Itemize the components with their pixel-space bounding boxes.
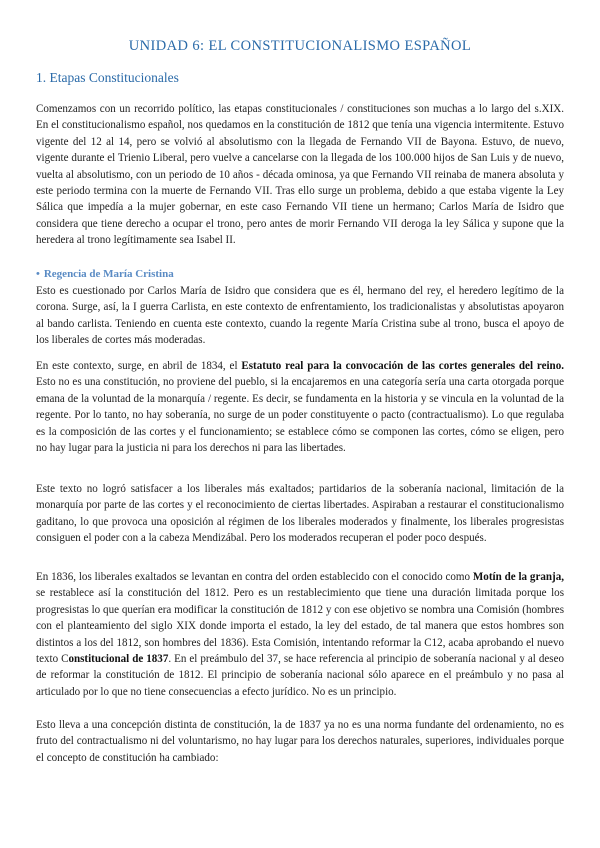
p4-a: En 1836, los liberales exaltados se levantan en contra del orden establecido con el conocido como <box>36 571 473 583</box>
p2-pre: En este contexto, surge, en abril de 1834, el <box>36 360 242 372</box>
paragraph-4 <box>36 569 564 700</box>
subheading <box>36 268 174 280</box>
p4-b: Motín de la granja, <box>472 571 564 583</box>
p4-d: onstitucional de 1837 <box>68 653 169 666</box>
paragraph-1: Esto es cuestionado por Carlos María de Isidro que considera que es él, hermano del rey, el heredero legítimo de la corona. Surge, así, la I guerra Carlista, en este contexto de enfrentamiento, los tradicionalistas y absolutistas apoyaron al bando carlista. Teniendo en cuenta este contexto, cuando la regente María Cristina sube al trono, busca el apoyo de los liberales de cortes más moderadas. <box>36 285 564 347</box>
p4-c: se restablece así la constitución del 1812. Pero es un restablecimiento que tiene una duración limitada porque los progresistas lo que querían era modificar la constitución de 1812 y con ese objetivo se nombra una Comisión (hombres con el planteamiento del siglo XIX donde importa el estado, la ley del estado, de tal manera que estos hombres son distintos a los del 1812, son hombres del 1836). Esta Comisión, intentando reformar la C12, acaba aprobando el nuevo texto C <box>36 587 564 666</box>
bullet-icon: • <box>36 268 40 280</box>
page-title: UNIDAD 6: EL CONSTITUCIONALISMO ESPAÑOL <box>128 38 472 54</box>
p4-e: . En el preámbulo del 37, se hace referencia al principio de soberanía nacional y al deseo de reformar la constitución de 1812. El principio de soberanía nacional sólo aparece en el preámbulo y no pasa al articulado por lo que no tiene consecuencias a efecto jurídico. No es un principio. <box>36 653 564 698</box>
p2-bold: Estatuto real para la convocación de las cortes generales del reino. <box>241 360 564 372</box>
paragraph-2 <box>36 358 564 456</box>
subheading-text: Regencia de María Cristina <box>43 268 174 280</box>
paragraph-3: Este texto no logró satisfacer a los liberales más exaltados; partidarios de la soberanía nacional, limitación de la monarquía por parte de las cortes y el reconocimiento de ciertas libertades. Aspiraban a restaurar el constitucionalismo gaditano, lo que provoca una oposición al régimen de los liberales moderados y finalmente, los liberales progresistas consiguen el poder con a la cabeza Mendizábal. Pero los moderados recuperan el poder poco después. <box>36 483 564 545</box>
paragraph-5: Esto lleva a una concepción distinta de constitución, la de 1837 ya no es una norma fundante del ordenamiento, no es fruto del contractualismo ni del voluntarismo, no hay lugar para los derechos naturales, superiores, individuales porque el concepto de constitución ha cambiado: <box>36 719 564 764</box>
intro-paragraph: Comenzamos con un recorrido político, las etapas constitucionales / constituciones son muchas a lo largo del s.XIX. En el constitucionalismo español, nos quedamos en la constitución de 1812 que tenía una vigencia intermitente. Estuvo vigente del 12 al 14, pero se volvió al absolutismo con la llegada de Fernando VII de Bayona. Estuvo, de nuevo, vigente durante el Trienio Liberal, pero vuelve a cancelarse con la llegada de los 100.000 hijos de San Luis y de nuevo, vuelta al absolutismo, con un periodo de 10 años - década ominosa, ya que Fernando VII reinaba de manera absoluta y este periodo termina con la muerte de Fernando VII. Tras ello surge un problema, debido a que estaba vigente la Ley Sálica que impedía a la mujer gobernar, en este caso Fernando VII tiene un hermano; Carlos María de Isidro que considera que tiene derecho a ocupar el trono, pero antes de morir Fernando VII deroga la ley Sálica y supone que la heredera al trono legítimamente sea Isabel II. <box>36 103 564 247</box>
p2-post: Esto no es una constitución, no proviene del pueblo, si la encajaremos en una categoría sería una carta otorgada porque emana de la voluntad de la monarquía / regente. Es decir, se fundamenta en la historia y se vincula en la voluntad de la regente. Por lo tanto, no hay soberanía, no surge de un poder constituyente o pacto (contractualismo). Lo que regulaba es la composición de las cortes y el funcionamiento; se establece cómo se componen las cortes, cómo se eligen, pero no hay lugar para la justicia ni para los derechos ni para las libertades. <box>36 376 564 455</box>
section-heading: 1. Etapas Constitucionales <box>36 70 179 85</box>
